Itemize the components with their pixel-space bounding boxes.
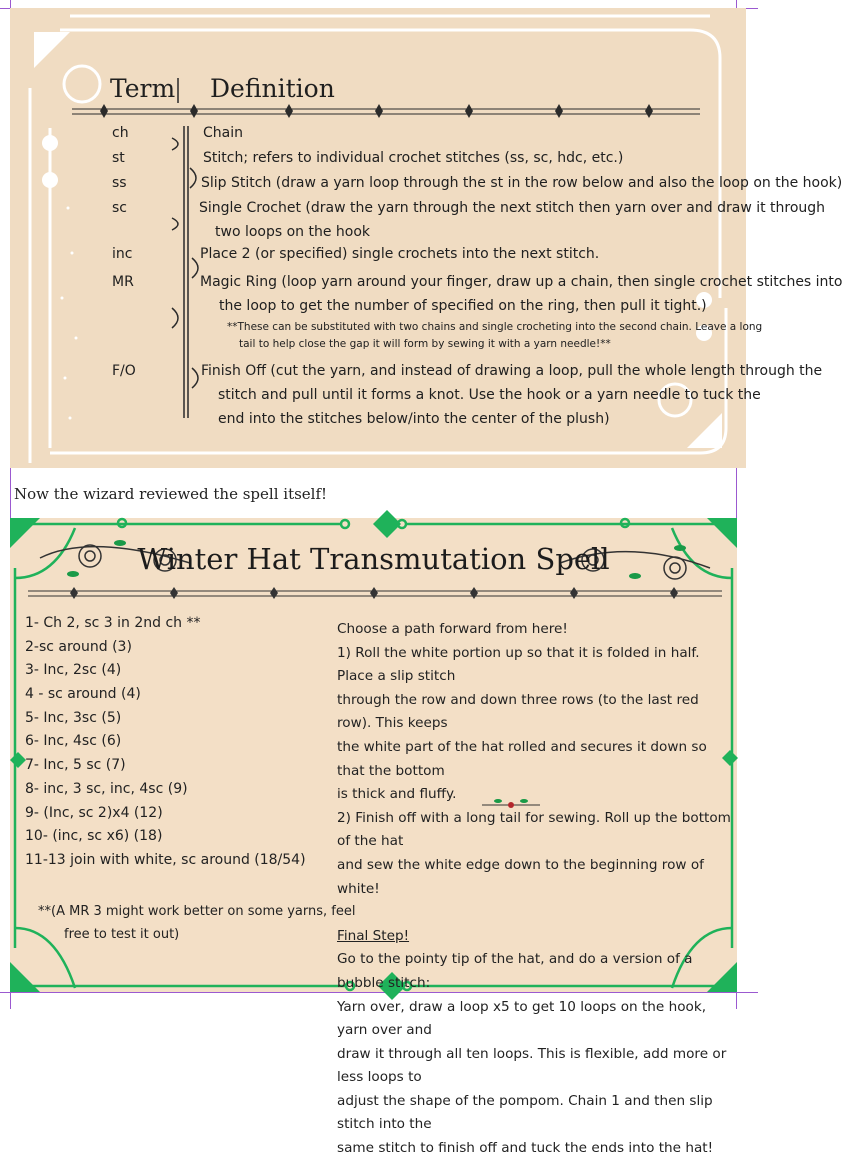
step-item: 8- inc, 3 sc, inc, 4sc (9)	[25, 780, 188, 797]
step-item: 7- Inc, 5 sc (7)	[25, 757, 126, 774]
glossary-definition: Finish Off (cut the yarn, and instead of drawing a loop, pull the whole length through the	[201, 363, 823, 379]
instructions-column	[337, 618, 733, 1161]
narration-text: Now the wizard reviewed the spell itself!	[14, 485, 328, 503]
instruction-line: same stitch to finish off and tuck the ends into the hat!	[337, 1140, 714, 1157]
mr-note-line: tail to help close the gap it will form by sewing it with a yarn needle!**	[239, 338, 611, 350]
step-item: 3- Inc, 2sc (4)	[25, 662, 122, 679]
glossary-card	[10, 8, 843, 468]
spell-card	[10, 518, 737, 1157]
steps-note	[38, 900, 355, 946]
step-item: 11-13 join with white, sc around (18/54)	[25, 851, 306, 868]
definition-header: Definition	[210, 74, 335, 103]
instruction-line: the white part of the hat rolled and secures it down so that the bottom	[337, 738, 707, 779]
instruction-line: through the row and down three rows (to the last red row). This keeps	[337, 691, 699, 732]
step-item: 10- (inc, sc x6) (18)	[25, 828, 163, 845]
glossary-term: ch	[112, 125, 129, 141]
steps-note-line: **(A MR 3 might work better on some yarns, feel	[38, 904, 356, 919]
glossary-term: MR	[112, 274, 134, 290]
step-item: 6- Inc, 4sc (6)	[25, 733, 122, 750]
instruction-line: Choose a path forward from here!	[337, 621, 568, 637]
step-item: 1- Ch 2, sc 3 in 2nd ch **	[25, 615, 201, 631]
instruction-line: draw it through all ten loops. This is flexible, add more or less loops to	[337, 1045, 727, 1086]
final-step-heading: Final Step!	[337, 927, 410, 944]
glossary-definition: Stitch; refers to individual crochet stitches (ss, sc, hdc, etc.)	[203, 150, 624, 166]
term-header: Term	[110, 74, 176, 103]
spacer	[337, 901, 733, 925]
glossary-definition: Place 2 (or specified) single crochets into the next stitch.	[200, 246, 600, 262]
step-item: 2-sc around (3)	[25, 638, 132, 655]
spell-title: Winter Hat Transmutation Spell	[137, 542, 610, 576]
step-list	[25, 612, 306, 873]
glossary-definition: Chain	[203, 125, 243, 141]
glossary-definition-cont: two loops on the hook	[215, 224, 371, 240]
instruction-line: 1) Roll the white portion up so that it is folded in half. Place a slip stitch	[337, 644, 700, 685]
glossary-definition-cont: the loop to get the number of specified on the ring, then pull it tight.)	[219, 298, 707, 314]
glossary-term: inc	[112, 246, 133, 262]
glossary-definition: Magic Ring (loop yarn around your finger, draw up a chain, then single crochet stitches into	[200, 274, 843, 290]
mr-note-line: **These can be substituted with two chains and single crocheting into the second chain. Leave a long	[227, 321, 763, 333]
glossary-definition-cont: stitch and pull until it forms a knot. Use the hook or a yarn needle to tuck the	[218, 387, 761, 403]
glossary-term: st	[112, 150, 125, 166]
steps-note-line: free to test it out)	[64, 927, 180, 942]
glossary-term: sc	[112, 200, 127, 216]
glossary-definition: Single Crochet (draw the yarn through the next stitch then yarn over and draw it through	[199, 200, 826, 216]
step-item: 9- (Inc, sc 2)x4 (12)	[25, 804, 163, 821]
instruction-line: and sew the white edge down to the beginning row of white!	[337, 856, 704, 897]
glossary-definition: Slip Stitch (draw a yarn loop through the st in the row below and also the loop on the hook)	[201, 175, 843, 191]
instruction-line: Go to the pointy tip of the hat, and do a version of a bubble stitch:	[337, 951, 693, 991]
instruction-line: is thick and fluffy.	[337, 786, 457, 803]
instruction-line: Yarn over, draw a loop x5 to get 10 loops on the hook, yarn over and	[337, 998, 707, 1039]
instruction-line: 2) Finish off with a long tail for sewing. Roll up the bottom of the hat	[337, 809, 731, 850]
step-item: 5- Inc, 3sc (5)	[25, 709, 122, 726]
glossary-term: ss	[112, 175, 127, 191]
instruction-line: adjust the shape of the pompom. Chain 1 and then slip stitch into the	[337, 1092, 713, 1133]
glossary-definition-cont: end into the stitches below/into the center of the plush)	[218, 411, 610, 427]
step-item: 4 - sc around (4)	[25, 686, 141, 703]
glossary-term: F/O	[112, 363, 136, 379]
